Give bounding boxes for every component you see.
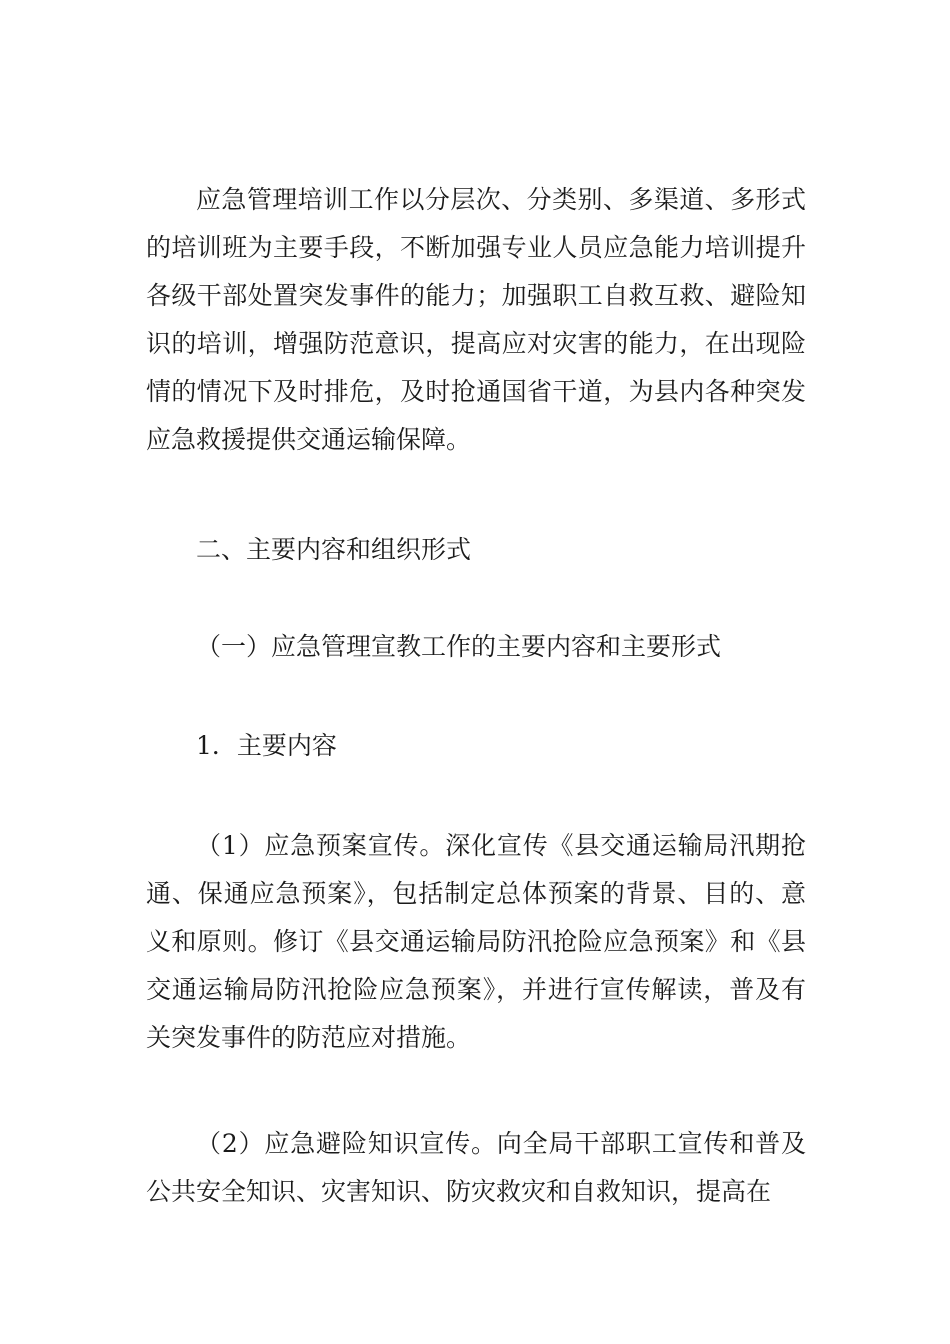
intro-paragraph: 应急管理培训工作以分层次、分类别、多渠道、多形式的培训班为主要手段，不断加强专业人员应急能力培训提升各级干部处置突发事件的能力；加强职工自救互救、避险知识的培训，增强防范意识，提高应对灾害的能力，在出现险情的情况下及时排危，及时抢通国省干道，为县内各种突发应急救援提供交通运输保障。 — [146, 185, 806, 454]
paragraph-emergency-plan-publicity: （1）应急预案宣传。深化宣传《县交通运输局汛期抢通、保通应急预案》，包括制定总体预案的背景、目的、意义和原则。修订《县交通运输局防汛抢险应急预案》和《县交通运输局防汛抢险应急预案》，并进行宣传解读，普及有关突发事件的防范应对措施。 — [146, 831, 806, 1052]
paragraph-emergency-avoidance-publicity: （2）应急避险知识宣传。向全局干部职工宣传和普及公共安全知识、灾害知识、防灾救灾和自救知识，提高在 — [146, 1129, 806, 1206]
subsection-heading-publicity: （一）应急管理宣教工作的主要内容和主要形式 — [196, 632, 722, 661]
section-heading-main-content: 二、主要内容和组织形式 — [196, 535, 472, 564]
item-heading-main-content: 1．主要内容 — [196, 731, 337, 760]
